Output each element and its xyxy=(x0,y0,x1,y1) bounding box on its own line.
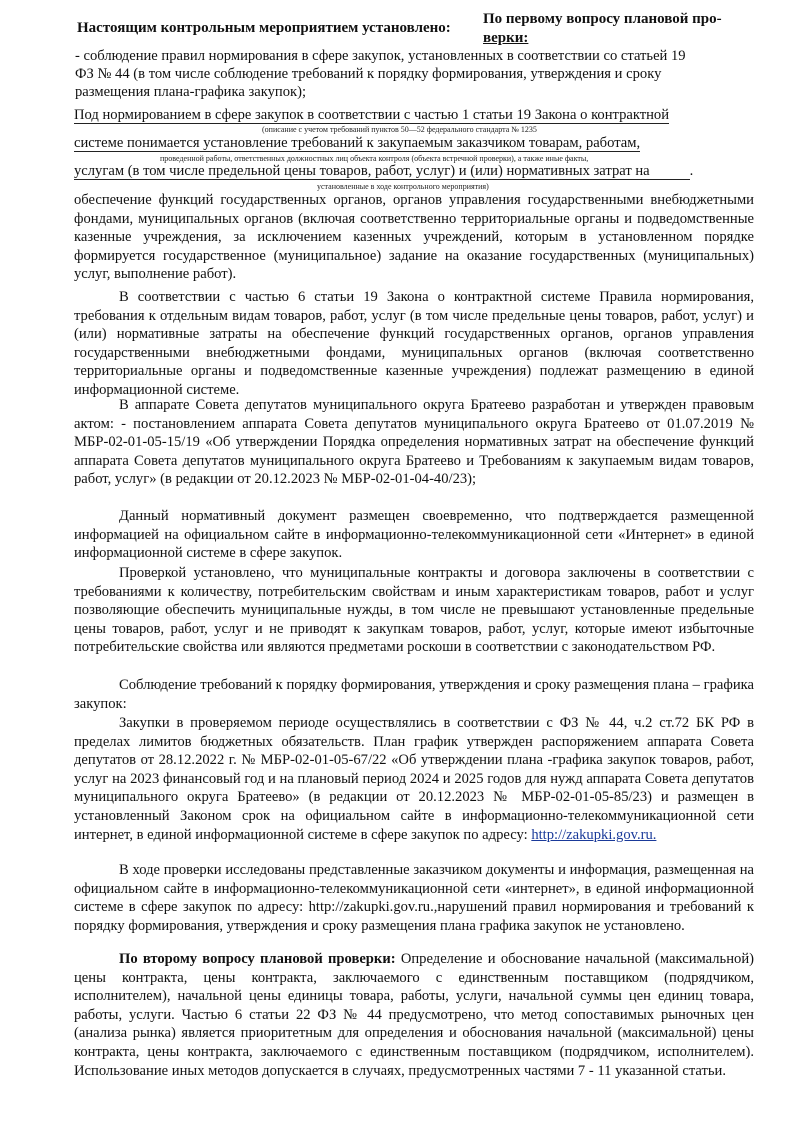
compliance-line-1: - соблюдение правил нормирования в сфере закупок, установленных в соответствии со статьей 19 xyxy=(75,48,686,64)
paragraph-part6-article19: В соответствии с частью 6 статьи 19 Закона о контрактной системе Правила нормирования, требования к отдельным видам товаров, работ, услуг (в том числе предельные цены товаров, работ, услуг) и (или) нормативные затраты на обеспечение функций государственных органов, органов управления государственными внебюджетными фондами, муниципальных органов (включая соответственно территориальные органы и подведомственные казенные учреждения) подлежат размещению в единой информационной системе. xyxy=(74,289,754,398)
normalization-line-1: Под нормированием в сфере закупок в соответствии с частью 1 статьи 19 Закона о контрактной xyxy=(74,107,670,123)
paragraph-purchases xyxy=(74,714,754,844)
normalization-line-2: системе понимается установление требований к закупаемым заказчиком товарам, работам, xyxy=(74,135,641,151)
compliance-line-3: размещения плана-графика закупок); xyxy=(75,84,307,100)
purchases-text: Закупки в проверяемом периоде осуществлялись в соответствии с ФЗ № 44, ч.2 ст.72 БК РФ в пределах лимитов бюджетных обязательств. План график утвержден распоряжением аппарата Совета депутатов от 28.12.2022 г. № МБР-02-01-05-67/22 «Об утверждении плана -графика закупок товаров, работ, услуг на 2023 финансовый год и на плановый период 2024 и 2025 годов для нужд аппарата Совета депутатов муниципального округа Братеево» (в редакции от 20.12.2023 № МБР-02-01-05-85/23) и размещен в установленный Законом срок на официальном сайте в информационно-телекоммуникационной сети интернет, в единой информационной системе в сфере закупок по адресу: xyxy=(74,715,754,843)
paragraph-second-question xyxy=(74,950,754,1080)
caption-3: установленные в ходе контрольного мероприятия) xyxy=(317,182,489,191)
caption-1: (описание с учетом требований пунктов 50—52 федерального стандарта № 1235 xyxy=(262,125,537,134)
first-question-heading xyxy=(483,10,753,48)
normalization-line-3: услугам (в том числе предельной цены товаров, работ, услуг) и (или) нормативных затрат на xyxy=(74,163,650,179)
second-question-text: Определение и обоснование начальной (максимальной) цены контракта, цены контракта, заключаемого с единственным поставщиком (подрядчиком, исполнителем), начальной цены единицы товара, работы, услуги, начальной суммы цен единиц товара, работы, услуги. Частью 6 статьи 22 ФЗ № 44 предусмотрено, что метод сопоставимых рыночных цен (анализа рынка) является приоритетным для определения и обоснования начальной (максимальной) цены контракта, цены контракта, заключаемого с единственным поставщиком (подрядчиком, исполнителем). Использование иных методов допускается в случаях, предусмотренных частями 7 - 11 указанной статьи. xyxy=(74,951,754,1079)
findings-heading: Настоящим контрольным мероприятием установлено: xyxy=(77,20,451,36)
paragraph-documents-examined: В ходе проверки исследованы представленные заказчиком документы и информация, размещенная на официальном сайте в информационно-телекоммуникационной сети «интернет», в единой информационной системе в сфере закупок по адресу: http://zakupki.gov.ru.,нарушений правил нормирования и требований к порядку формирования, утверждения и сроку размещения плана графика закупок не установлено. xyxy=(74,862,754,934)
paragraph-document-published: Данный нормативный документ размещен своевременно, что подтверждается размещенной информацией на официальном сайте в информационно-телекоммуникационной сети «Интернет» в единой информационной системе в сфере закупок. xyxy=(74,508,754,562)
first-question-line1: По первому вопросу плановой про- xyxy=(483,11,722,27)
paragraph-inspection-result: Проверкой установлено, что муниципальные контракты и договора заключены в соответствии с требованиями к количеству, потребительским свойствам и иным характеристикам товаров, работ и услуг позволяющие обеспечить муниципальные нужды, в том числе не превышают установленные предельные цены товаров, работ, услуг и не приводят к закупкам товаров, работ, услуг, которые имеют избыточные потребительские свойства или являются предметами роскоши в соответствии с законодательством РФ. xyxy=(74,565,754,656)
paragraph-plan-schedule-heading: Соблюдение требований к порядку формирования, утверждения и сроку размещения плана – графика закупок: xyxy=(74,677,754,712)
second-question-heading: По второму вопросу плановой проверки: xyxy=(119,951,396,967)
paragraph-legal-act: В аппарате Совета депутатов муниципального округа Братеево разработан и утвержден правовым актом: - постановлением аппарата Совета депутатов муниципального округа Братеево от 01.07.2019 № МБР-02-01-05-15/19 «Об утверждении Порядка определения нормативных затрат на обеспечение функций аппарата Совета депутатов муниципального округа Братеево и Требованиям к закупаемым видам товаров, работ, услуг» (в редакции от 20.12.2023 № МБР-02-01-04-40/23); xyxy=(74,397,754,488)
caption-2: проведенной работы, ответственных должностных лиц объекта контроля (объекта встречной проверки), а также иные факты, xyxy=(160,154,589,163)
zakupki-link[interactable]: http://zakupki.gov.ru. xyxy=(531,826,657,843)
first-question-line2: верки: xyxy=(483,30,529,46)
paragraph-functions: обеспечение функций государственных органов, органов управления государственными внебюджетными фондами, муниципальных органов (включая соответственно территориальные органы и подведомственные казенные учреждения, за исключением казенных учреждений, которым в установленном порядке формируется государственное (муниципальное) задание на оказание государственных (муниципальных) услуг, выполнение работ). xyxy=(74,192,754,283)
compliance-line-2: ФЗ № 44 (в том числе соблюдение требований к порядку формирования, утверждения и сроку xyxy=(75,66,662,82)
normalization-line-3-tail: . xyxy=(689,163,694,179)
